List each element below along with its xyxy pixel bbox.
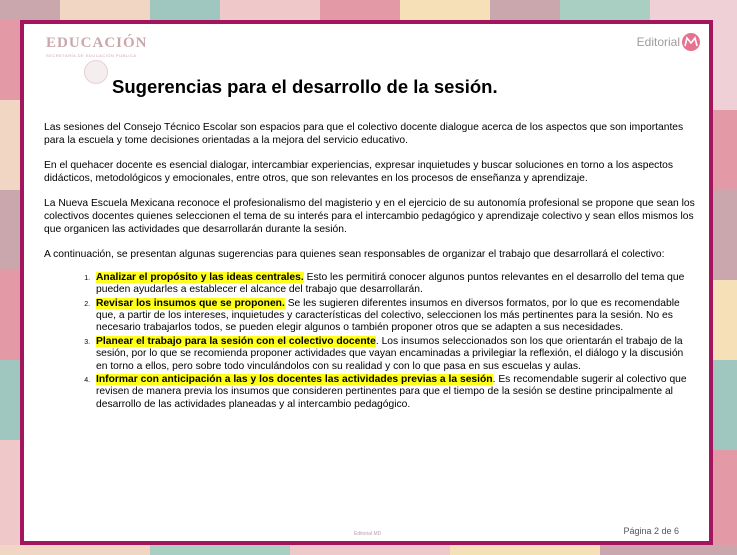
list-item (92, 298, 696, 335)
document-title: Sugerencias para el desarrollo de la sesión. (112, 76, 498, 97)
editorial-logo-text: Editorial (636, 35, 680, 49)
list-item (92, 272, 696, 297)
paragraph-4: A continuación, se presentan algunas sugerencias para quienes sean responsables de organizar el trabajo que desarrollará el colectivo: (44, 249, 665, 261)
list-item-text: Se les sugieren diferentes insumos en diversos formatos, por lo que es recomendable que, a partir de los intereses, inquietudes y características del colectivo, seleccionen los más pertinentes para la sesión. No es necesario trabajarlos todos, se pueden elegir algunos o también proponer otros que se adapten a sus necesidades. (96, 297, 680, 334)
list-item-highlight: Informar con anticipación a las y los docentes las actividades previas a la sesión (96, 374, 493, 385)
list-item-highlight: Revisar los insumos que se proponen. (96, 297, 285, 309)
document-page (20, 20, 713, 545)
list-item-text: Esto les permitirá conocer algunos puntos relevantes en el desarrollo del tema que pueden ayudarles a establecer el alcance del trabajo que desarrollarán. (96, 271, 685, 296)
list-item (92, 374, 696, 411)
educacion-logo (46, 35, 148, 58)
suggestions-list (44, 272, 696, 411)
educacion-logo-text: EDUCACIÓN (46, 35, 148, 51)
educacion-logo-subtext: SECRETARÍA DE EDUCACIÓN PÚBLICA (46, 53, 137, 58)
seal-icon (84, 60, 108, 84)
list-item-highlight: Planear el trabajo para la sesión con el colectivo docente (96, 335, 376, 347)
md-badge-icon (681, 32, 701, 52)
paragraph-3: La Nueva Escuela Mexicana reconoce el profesionalismo del magisterio y en el ejercicio de su autonomía profesional se propone que sean los colectivos docentes quienes seleccionen el tema de su interés para el intercambio pedagógico y aprendizaje colectivo y sean ellos mismos los que organicen las actividades que desarrollarán durante la sesión. (44, 198, 695, 235)
paragraph-1: Las sesiones del Consejo Técnico Escolar son espacios para que el colectivo docente dialogue acerca de los aspectos que son importantes para la escuela y tome decisiones orientadas a la mejora del servicio educativo. (44, 122, 684, 146)
paragraph-2: En el quehacer docente es esencial dialogar, intercambiar experiencias, expresar inquietudes y buscar soluciones en torno a los aspectos didácticos, metodológicos y emocionales, entre otros, que son relevantes en los procesos de enseñanza y aprendizaje. (44, 160, 674, 184)
list-item-text: . Es recomendable sugerir al colectivo que revisen de manera previa los insumos que consideren pertinentes para que el tiempo de la sesión se destine principalmente al desarrollo de las actividades planeadas y al intercambio pedagógico. (96, 374, 687, 410)
page-number: Página 2 de 6 (623, 526, 679, 536)
list-item-text: . Los insumos seleccionados son los que orientarán el trabajo de la sesión, por lo que se recomienda proponer actividades que vayan encaminadas a privilegiar la reflexión, el diálogo y la discusión en torno a ellos, pero sobre todo vinculándolos con su realidad y con lo que pasa en sus escuelas y aulas. (96, 335, 684, 372)
editorial-md-logo (637, 32, 701, 52)
list-item (92, 336, 696, 373)
list-item-highlight: Analizar el propósito y las ideas centrales. (96, 271, 304, 283)
footer-center-mark: Editorial MD (354, 531, 382, 537)
document-body (44, 122, 696, 412)
